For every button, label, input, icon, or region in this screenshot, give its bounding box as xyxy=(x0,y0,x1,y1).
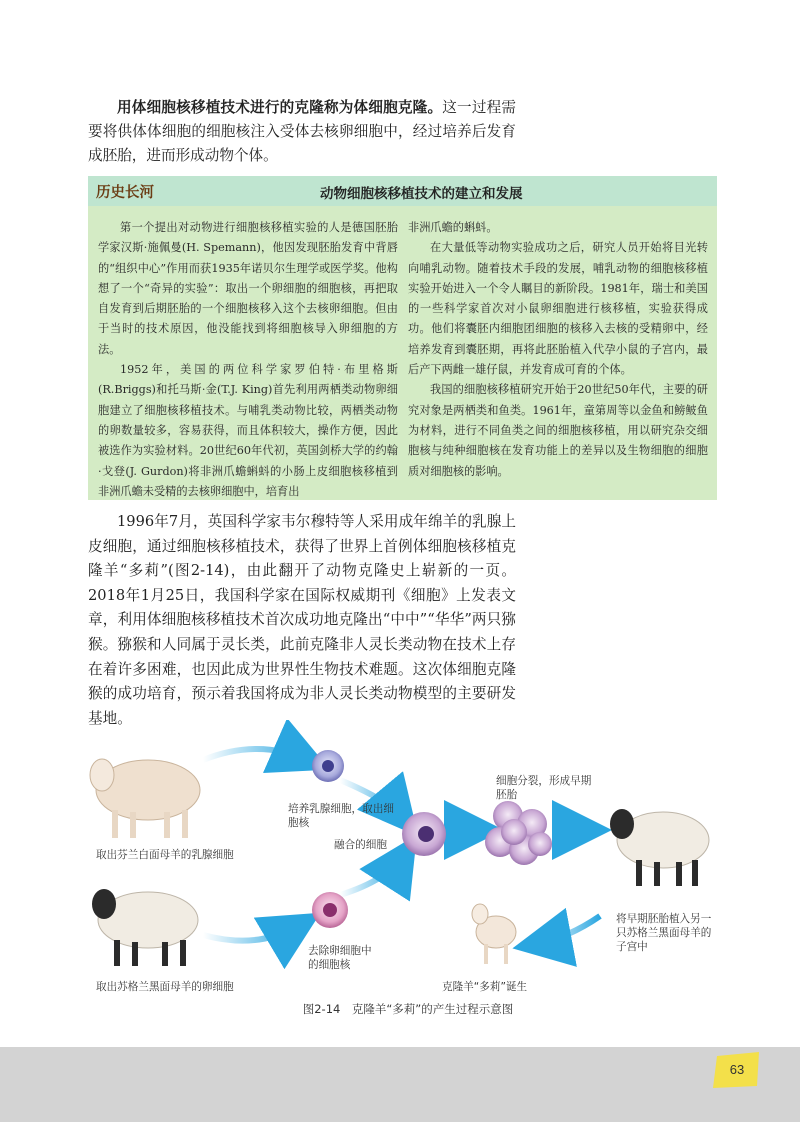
history-paragraph: 我国的细胞核移植研究开始于20世纪50年代，主要的研究对象是两栖类和鱼类。1961年，童第周等以金鱼和鳑鲏鱼为材料，进行不同鱼类之间的细胞核移植，用以研究杂交细胞核与纯种细胞核在发育功能上的差异以及生物细胞的细胞质对细胞核的影响。 xyxy=(408,383,708,478)
page-number-badge xyxy=(711,1050,763,1090)
figure-dolly-process xyxy=(88,720,728,1020)
history-left-column xyxy=(98,218,398,502)
history-right-column xyxy=(408,218,708,482)
page-number: 63 xyxy=(729,1062,745,1077)
intro-paragraph xyxy=(88,96,516,168)
history-header-bar xyxy=(88,176,717,207)
intro-text: 这一过程需要将供体体细胞的细胞核注入受体去核卵细胞中，经过培养后发育成胚胎，进而形成动物个体。 xyxy=(88,99,516,164)
figure-caption: 图2-14 克隆羊“多莉”的产生过程示意图 xyxy=(302,1002,514,1016)
black-face-sheep-icon xyxy=(92,889,198,966)
fused-cell-icon xyxy=(402,812,446,856)
surrogate-sheep-icon xyxy=(610,809,709,886)
history-tag: 历史长河 xyxy=(96,185,154,201)
label-white-sheep: 取出芬兰白面母羊的乳腺细胞 xyxy=(96,849,234,861)
history-paragraph: 非洲爪蟾的蝌蚪。 xyxy=(408,221,498,234)
history-title: 动物细胞核移植技术的建立和发展 xyxy=(320,186,523,202)
history-box xyxy=(88,206,717,500)
label-culture-cell: 培养乳腺细胞，取出细胞核 xyxy=(288,803,394,829)
label-fused-cell: 融合的细胞 xyxy=(334,839,387,851)
arrow-icon xyxy=(203,749,308,760)
history-paragraph: 在大量低等动物实验成功之后，研究人员开始将目光转向哺乳动物。随着技术手段的发展，哺乳动物的细胞核移植实验开始进入一个令人瞩目的新阶段。1981年，瑞士和美国的一些科学家首次对小鼠卵细胞进行核移植，实验获得成功。他们将囊胚内细胞团细胞的核移入去核的受精卵中，经培养发育到囊胚期，再将此胚胎植入代孕小鼠的子宫内，最后产下两雌一雄仔鼠，并发育成可育的个体。 xyxy=(408,241,708,377)
arrow-icon xyxy=(340,855,404,895)
arrow-icon xyxy=(536,916,600,944)
label-division: 细胞分裂，形成早期胚胎 xyxy=(496,775,592,801)
early-embryo-icon xyxy=(485,801,552,865)
label-black-sheep: 取出苏格兰黑面母羊的卵细胞 xyxy=(96,981,234,993)
egg-cell-icon xyxy=(312,892,348,928)
white-face-sheep-icon xyxy=(90,759,200,838)
dolly-lamb-icon xyxy=(472,904,516,964)
mammary-cell-icon xyxy=(312,750,344,782)
history-paragraph: 1952年，美国的两位科学家罗伯特·布里格斯(R.Briggs)和托马斯·金(T.J. King)首先利用两栖类动物卵细胞建立了细胞核移植技术。与哺乳类动物比较，两栖类动物的卵数量较多，容易获得，而且体积较大，操作方便，因此被选作为实验材料。20世纪60年代初，英国剑桥大学的约翰·戈登(J. Gurdon)将非洲爪蟾蝌蚪的小肠上皮细胞核移植到非洲爪蟾未受精的去核卵细胞中，培育出 xyxy=(98,363,398,498)
main-paragraph: 1996年7月，英国科学家韦尔穆特等人采用成年绵羊的乳腺上皮细胞，通过细胞核移植技术，获得了世界上首例体细胞核移植克隆羊“多莉”(图2-14)，由此翻开了动物克隆史上崭新的一页。2018年1月25日，我国科学家在国际权威期刊《细胞》上发表文章，利用体细胞核移植技术首次成功地克隆出“中中”“华华”两只猕猴。猕猴和人同属于灵长类，此前克隆非人灵长类动物在技术上存在着许多困难，也因此成为世界性生物技术难题。这次体细胞克隆猴的成功培育，预示着我国将成为非人灵长类动物模型的主要研发基地。 xyxy=(88,513,516,727)
label-implant: 将早期胚胎植入另一只苏格兰黑面母羊的子宫中 xyxy=(616,913,712,953)
label-dolly: 克隆羊“多莉”诞生 xyxy=(442,981,528,993)
history-paragraph: 第一个提出对动物进行细胞核移植实验的人是德国胚胎学家汉斯·施佩曼(H. Spemann)，他因发现胚胎发育中背唇的“组织中心”作用而获1935年诺贝尔生理学或医学奖。他构想了一个“奇异的实验”：取出一个卵细胞的细胞核，再把取自发育到后期胚胎的一个细胞核移入这个去核卵细胞。但由于当时的技术原因，他没能找到将细胞核导入卵细胞的方法。 xyxy=(98,221,398,356)
page-footer xyxy=(0,1047,800,1122)
arrow-icon xyxy=(203,925,300,941)
intro-bold-definition: 用体细胞核移植技术进行的克隆称为体细胞克隆。 xyxy=(117,99,443,116)
label-enucleate: 去除卵细胞中的细胞核 xyxy=(308,945,372,971)
